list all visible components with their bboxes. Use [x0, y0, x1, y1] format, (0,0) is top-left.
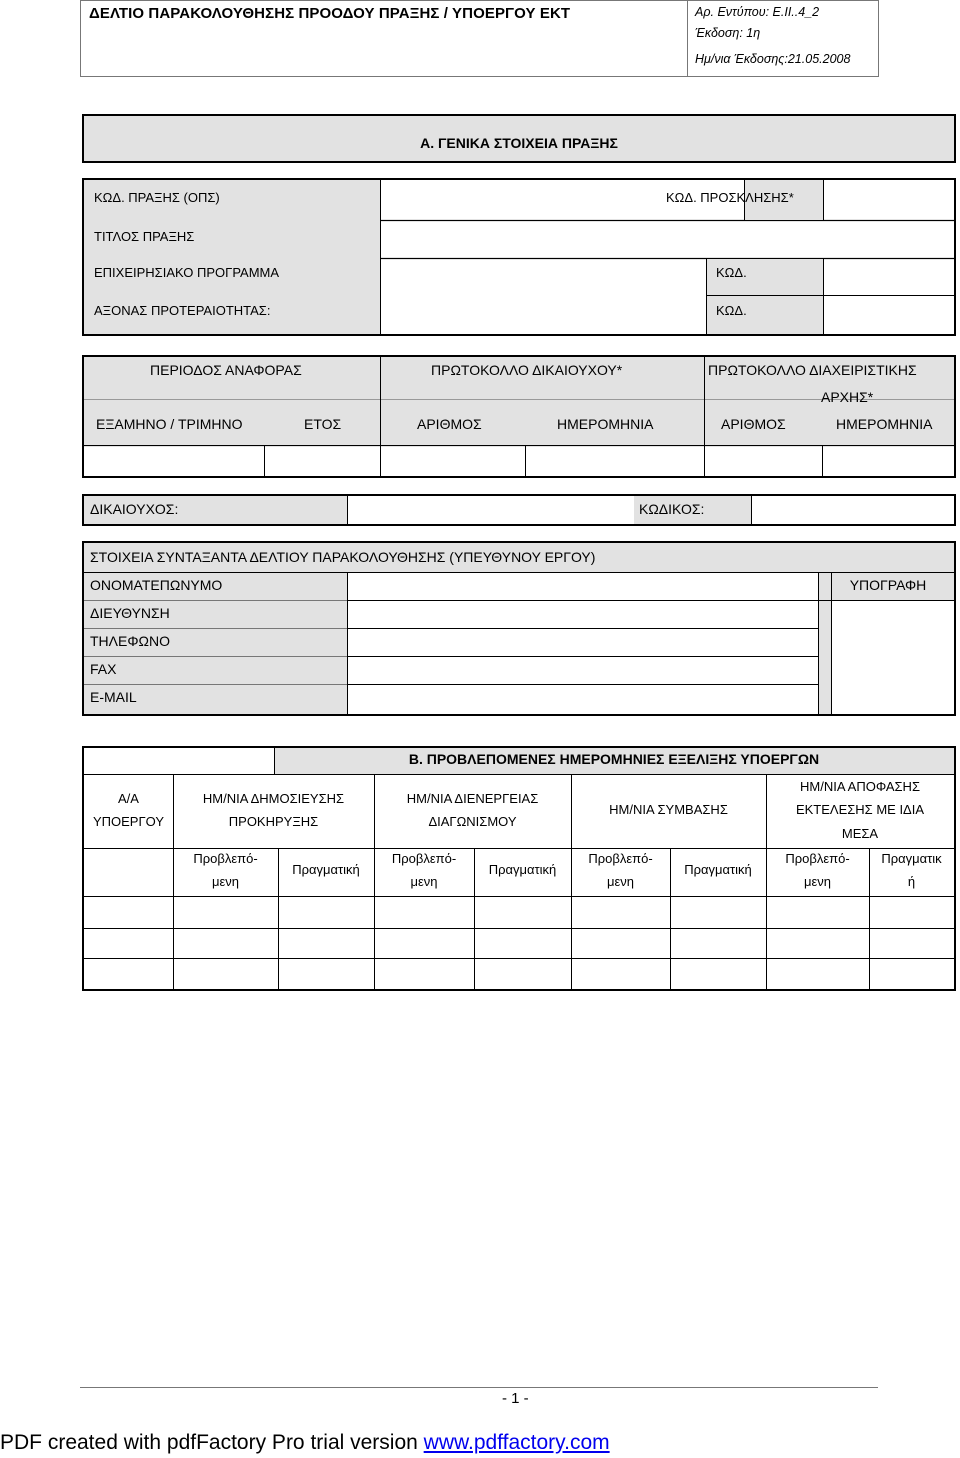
pragmatiki-4b: ή	[907, 874, 916, 889]
col-imerominia-1: ΗΜΕΡΟΜΗΝΙΑ	[557, 416, 654, 432]
page-number: - 1 -	[502, 1390, 529, 1407]
protokollo-dikaiouxou-header: ΠΡΩΤΟΚΟΛΛΟ ΔΙΚΑΙΟΥΧΟΥ*	[431, 362, 623, 378]
provlepomeni-3a: Προβλεπό-	[588, 851, 653, 866]
col-etos: ΕΤΟΣ	[304, 416, 342, 432]
symvasi-header: ΗΜ/ΝΙΑ ΣΥΜΒΑΣΗΣ	[609, 802, 728, 817]
pdf-footer	[0, 1431, 610, 1455]
ep-programma-label: ΕΠΙΧΕΙΡΗΣΙΑΚΟ ΠΡΟΓΡΑΜΜΑ	[94, 265, 280, 280]
beneficiary-field[interactable]	[348, 496, 634, 524]
form-number: Αρ. Εντύπου: Ε.ΙΙ..4_2	[695, 5, 820, 19]
apofasi-header-1: ΗΜ/ΝΙΑ ΑΠΟΦΑΣΗΣ	[800, 779, 920, 794]
table-row[interactable]	[84, 959, 954, 989]
pragmatiki-1: Πραγματική	[292, 862, 360, 877]
aa-header-2: ΥΠΟΕΡΓΟΥ	[92, 814, 165, 829]
kod-prosklisis-label: ΚΩΔ. ΠΡΟΣΚΛΗΣΗΣ*	[666, 190, 794, 205]
protokollo-diaxeiristikis-header: ΠΡΩΤΟΚΟΛΛΟ ΔΙΑΧΕΙΡΙΣΤΙΚΗΣ	[708, 362, 917, 378]
provlepomeni-4b: μενη	[803, 874, 831, 889]
col-arithmos-2: ΑΡΙΘΜΟΣ	[721, 416, 786, 432]
apofasi-header-3: ΜΕΣΑ	[841, 826, 879, 841]
signature-label: ΥΠΟΓΡΑΦΗ	[849, 577, 927, 593]
period-header: ΠΕΡΙΟΔΟΣ ΑΝΑΦΟΡΑΣ	[150, 362, 302, 378]
contact-title: ΣΤΟΙΧΕΙΑ ΣΥΝΤΑΞΑΝΤΑ ΔΕΛΤΙΟΥ ΠΑΡΑΚΟΛΟΥΘΗΣΗΣ (ΥΠΕΥΘΥΝΟΥ ΕΡΓΟΥ)	[90, 549, 596, 565]
document-header	[80, 0, 879, 77]
pdf-footer-text: PDF created with pdfFactory Pro trial version	[0, 1431, 424, 1454]
pragmatiki-2: Πραγματική	[488, 862, 557, 877]
col-imerominia-2: ΗΜΕΡΟΜΗΝΙΑ	[836, 416, 933, 432]
pragmatiki-4a: Πραγματικ	[881, 851, 942, 866]
section-b-table	[82, 746, 956, 991]
ep-programma-field[interactable]	[381, 260, 706, 334]
titlos-label: ΤΙΤΛΟΣ ΠΡΑΞΗΣ	[94, 229, 195, 244]
general-details-table	[82, 178, 956, 336]
aa-header-1: Α/Α	[118, 791, 139, 806]
period-table	[82, 355, 956, 478]
fax-label: FAX	[90, 661, 117, 677]
kod-label-2: ΚΩΔ.	[716, 303, 747, 318]
kod-label-1: ΚΩΔ.	[716, 265, 747, 280]
address-label: ΔΙΕΥΘΥΝΣΗ	[90, 605, 170, 621]
provlepomeni-1b: μενη	[211, 874, 239, 889]
code-label: ΚΩΔΙΚΟΣ:	[639, 501, 705, 517]
provlepomeni-3b: μενη	[606, 874, 634, 889]
col-examino: ΕΞΑΜΗΝΟ / ΤΡΙΜΗΝΟ	[96, 416, 243, 432]
name-label: ΟΝΟΜΑΤΕΠΩΝΥΜΟ	[90, 577, 223, 593]
period-input-row[interactable]	[84, 447, 954, 476]
titlos-field[interactable]	[381, 222, 954, 257]
contact-fields[interactable]	[348, 573, 818, 714]
pdffactory-link[interactable]: www.pdffactory.com	[423, 1431, 610, 1454]
header-title-cell	[81, 1, 688, 76]
section-a-header	[82, 114, 956, 163]
apofasi-header-2: ΕΚΤΕΛΕΣΗΣ ΜΕ ΙΔΙΑ	[795, 802, 925, 817]
section-a-title: Α. ΓΕΝΙΚΑ ΣΤΟΙΧΕΙΑ ΠΡΑΞΗΣ	[420, 135, 618, 151]
dienergeia-header-1: ΗΜ/ΝΙΑ ΔΙΕΝΕΡΓΕΙΑΣ	[406, 791, 539, 806]
dimosieusi-header-2: ΠΡΟΚΗΡΥΞΗΣ	[228, 814, 319, 829]
email-label: E-MAIL	[90, 689, 137, 705]
provlepomeni-1a: Προβλεπό-	[193, 851, 258, 866]
document-title: ΔΕΛΤΙΟ ΠΑΡΑΚΟΛΟΥΘΗΣΗΣ ΠΡΟΟΔΟΥ ΠΡΑΞΗΣ / ΥΠΟΕΡΓΟΥ ΕΚΤ	[89, 5, 571, 22]
provlepomeni-2b: μενη	[410, 874, 438, 889]
col-arithmos-1: ΑΡΙΘΜΟΣ	[417, 416, 482, 432]
contact-table	[82, 541, 956, 716]
provlepomeni-2a: Προβλεπό-	[391, 851, 457, 866]
kod-fields[interactable]	[824, 260, 954, 334]
edition: Έκδοση: 1η	[695, 26, 761, 40]
table-row[interactable]	[84, 929, 954, 958]
dimosieusi-header-1: ΗΜ/ΝΙΑ ΔΗΜΟΣΙΕΥΣΗΣ	[202, 791, 345, 806]
beneficiary-label: ΔΙΚΑΙΟΥΧΟΣ:	[90, 501, 179, 517]
kod-prosklisis-field[interactable]	[824, 180, 954, 219]
table-row[interactable]	[84, 897, 954, 928]
section-b-title: Β. ΠΡΟΒΛΕΠΟΜΕΝΕΣ ΗΜΕΡΟΜΗΝΙΕΣ ΕΞΕΛΙΞΗΣ ΥΠΟΕΡΓΩΝ	[408, 751, 820, 767]
signature-field[interactable]	[832, 600, 954, 714]
phone-label: ΤΗΛΕΦΩΝΟ	[90, 633, 170, 649]
footer-divider	[80, 1387, 878, 1388]
protokollo-diaxeiristikis-header-2: ΑΡΧΗΣ*	[821, 389, 874, 405]
axonas-label: ΑΞΟΝΑΣ ΠΡΟΤΕΡΑΙΟΤΗΤΑΣ:	[94, 303, 271, 318]
beneficiary-row	[82, 494, 956, 526]
provlepomeni-4a: Προβλεπό-	[785, 851, 850, 866]
pragmatiki-3: Πραγματική	[684, 862, 752, 877]
dienergeia-header-2: ΔΙΑΓΩΝΙΣΜΟΥ	[428, 814, 517, 829]
code-field[interactable]	[752, 496, 954, 524]
kod-praxis-label: ΚΩΔ. ΠΡΑΞΗΣ (ΟΠΣ)	[94, 190, 220, 205]
edition-date: Ημ/νια Έκδοσης:21.05.2008	[695, 52, 851, 66]
